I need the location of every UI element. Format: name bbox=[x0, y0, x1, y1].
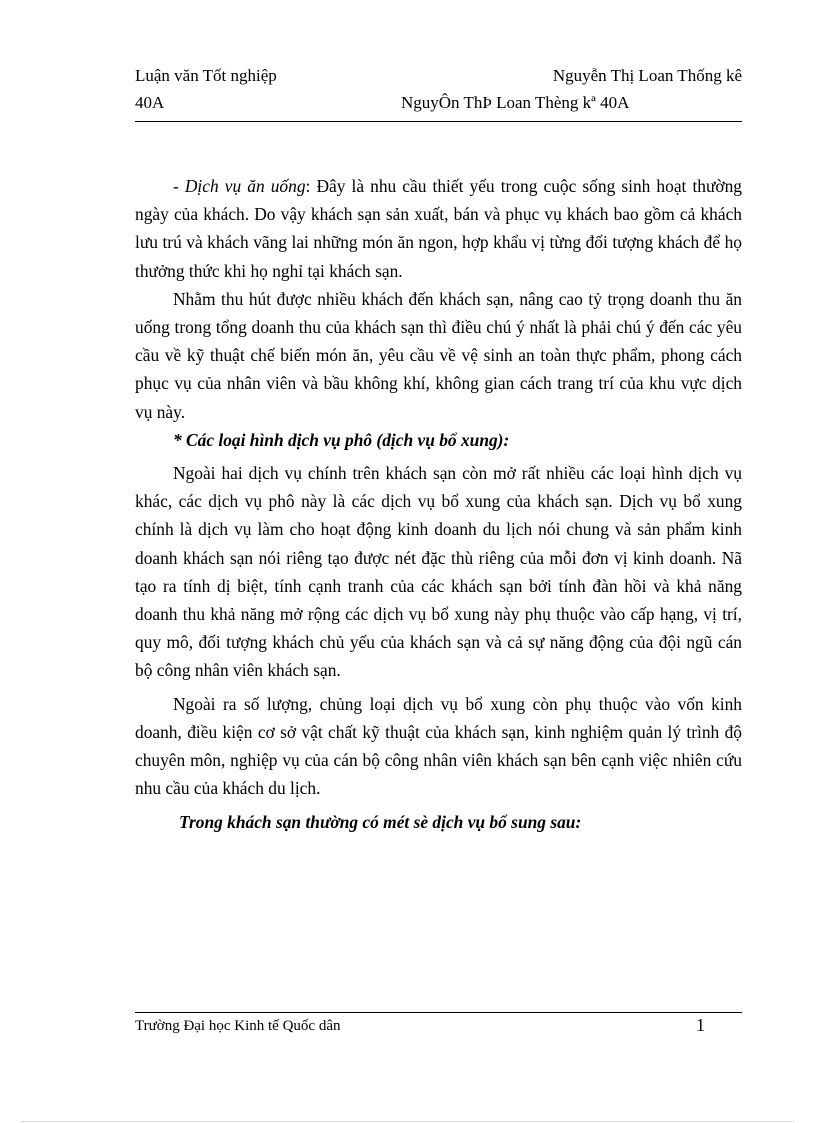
page-bottom-edge bbox=[22, 1121, 794, 1122]
paragraph-food-service bbox=[135, 172, 742, 285]
footer-school: Trường Đại học Kinh tế Quốc dân bbox=[135, 1018, 341, 1034]
footer-divider bbox=[135, 1012, 742, 1013]
paragraph-quantity-types: Ngoài ra số lượng, chủng loại dịch vụ bổ xung còn phụ thuộc vào vốn kinh doanh, điều kiện cơ sở vật chất kỹ thuật của khách sạn, kinh nghiệm quản lý trình độ chuyên môn, nghiệp vụ của cán bộ công nhân viên khách sạn bên cạnh việc nhiên cứu nhu cầu của khách du lịch. bbox=[135, 693, 742, 799]
paragraph-supplementary-services: Ngoài hai dịch vụ chính trên khách sạn còn mở rất nhiều các loại hình dịch vụ khác, các dịch vụ phô này là các dịch vụ bổ xung của khách sạn. Dịch vụ bổ xung chính là dịch vụ làm cho hoạt động kinh doanh du lịch nói chung và sản phẩm kinh doanh khách sạn nói riêng tạo được nét đặc thù riêng của mỗi đơn vị kinh doanh. Nã tạo ra tính dị biệt, tính cạnh tranh của các khách sạn bởi tính đàn hồi và khả năng doanh thu khả năng mở rộng các dịch vụ bổ xung này phụ thuộc vào cấp hạng, vị trí, quy mô, đối tượng khách chủ yếu của khách sạn và cả sự năng động của đội ngũ cán bộ công nhân viên khách sạn. bbox=[135, 463, 742, 681]
header-author-garbled: NguyÔn ThÞ Loan Thèng kª 40A bbox=[401, 93, 630, 112]
food-service-text: : Đây là nhu cầu thiết yếu trong cuộc sống sinh hoạt thường ngày của khách. Do vậy khách sạn sản xuất, bán và phục vụ khách bao gồm cả khách lưu trú và khách vãng lai những món ăn ngon, hợp khẩu vị từng đối tượng khách để họ thưởng thức khi họ nghỉ tại khách sạn. bbox=[135, 176, 742, 281]
section-heading-supplementary: * Các loại hình dịch vụ phô (dịch vụ bổ xung): bbox=[173, 429, 510, 450]
header-divider bbox=[135, 121, 742, 122]
food-service-term: - Dịch vụ ăn uống bbox=[173, 176, 306, 196]
header-class: 40A bbox=[135, 93, 165, 112]
section-heading-services-list: Trong khách sạn thường có mét sè dịch vụ bổ sung sau: bbox=[179, 812, 582, 833]
page-number: 1 bbox=[696, 1015, 705, 1035]
header-author: Nguyễn Thị Loan Thống kê bbox=[552, 66, 742, 85]
paragraph-attract-guests: Nhằm thu hút được nhiều khách đến khách sạn, nâng cao tỷ trọng doanh thu ăn uống trong tổng doanh thu của khách sạn thì điều chú ý nhất là phải chú ý đến các yêu cầu về kỹ thuật chế biến món ăn, yêu cầu về vệ sinh an toàn thực phẩm, phong cách phục vụ của nhân viên và bầu không khí, không gian cách trang trí của khu vực dịch vụ này. bbox=[135, 288, 742, 422]
header-thesis-label: Luận văn Tốt nghiệp bbox=[135, 66, 277, 85]
document-body bbox=[135, 172, 742, 836]
